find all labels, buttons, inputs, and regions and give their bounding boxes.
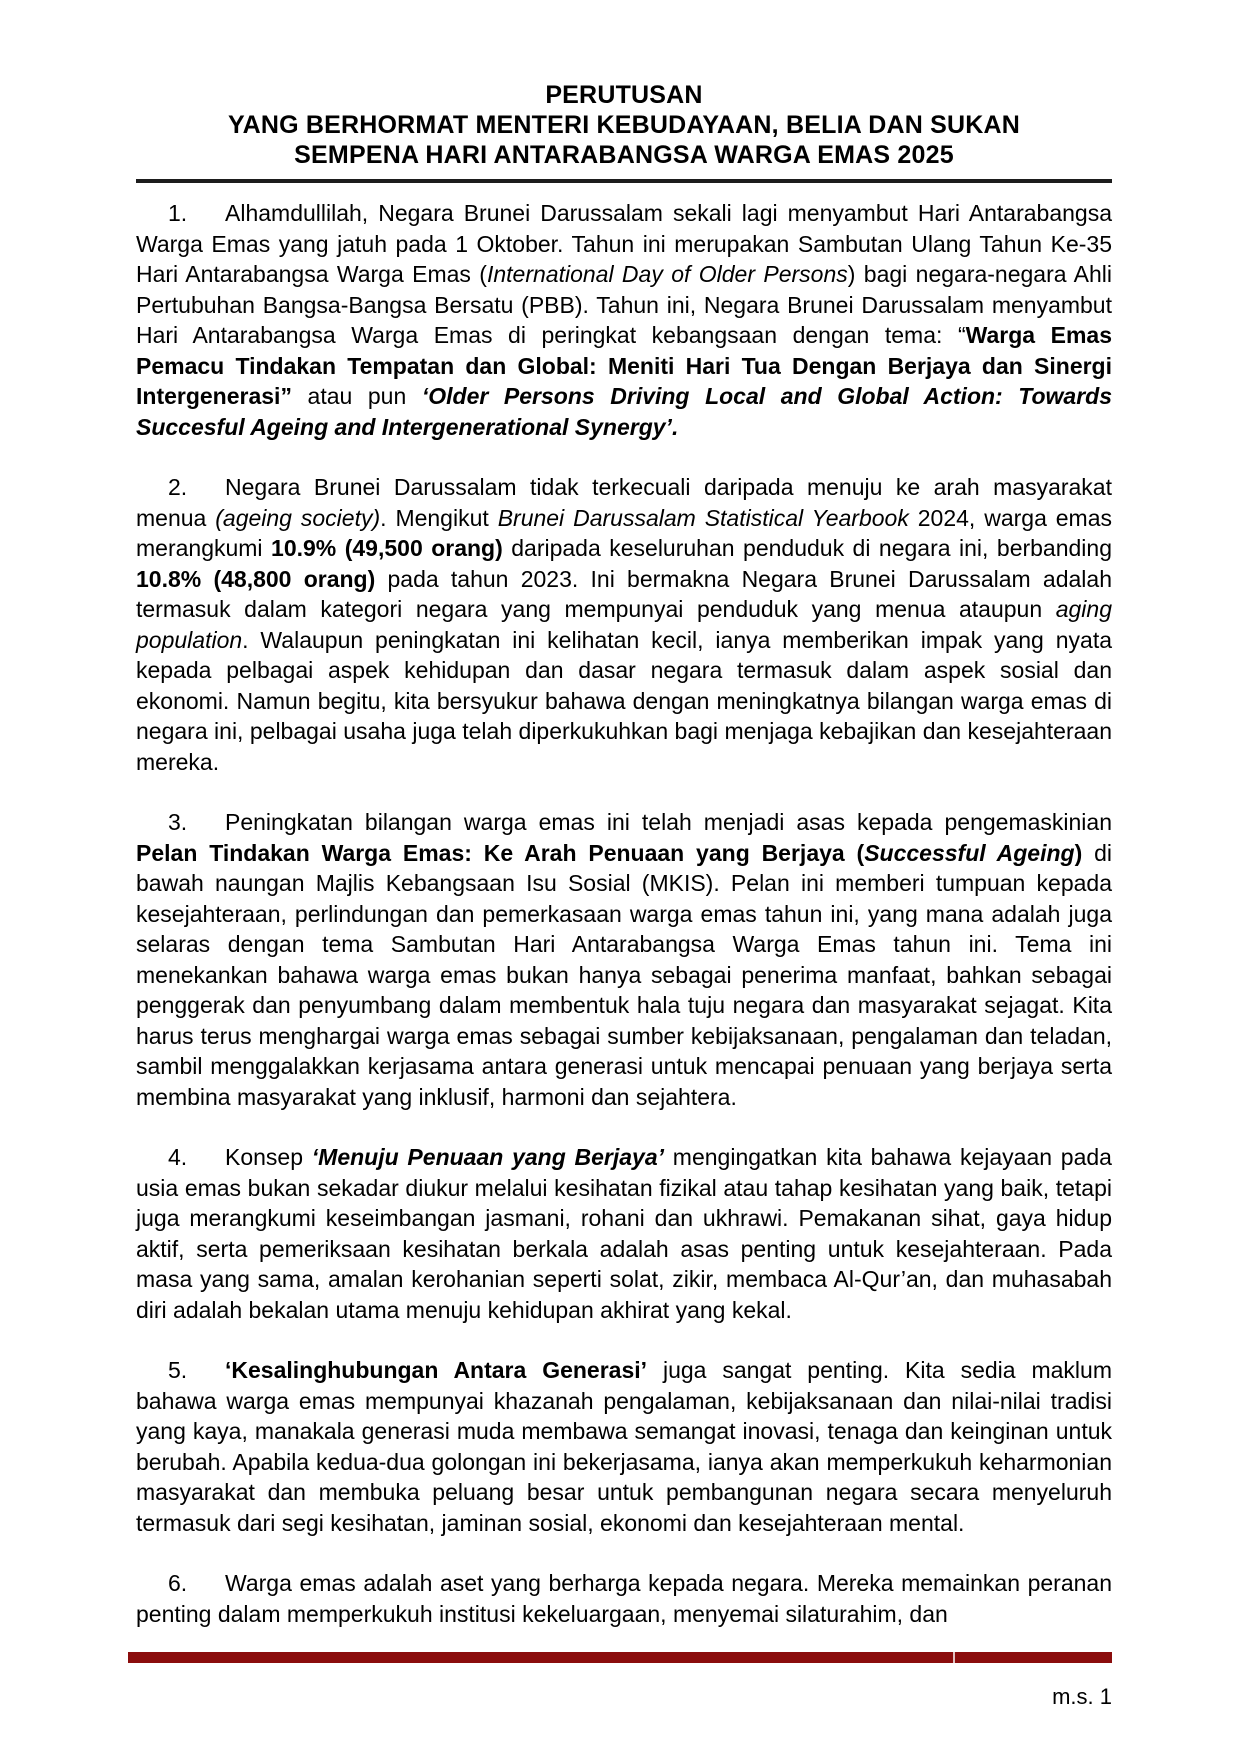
title-line-3: SEMPENA HARI ANTARABANGSA WARGA EMAS 2025 (294, 141, 954, 169)
paragraph-number: 3. (168, 809, 188, 835)
title-rule (136, 179, 1112, 183)
paragraph-text: Konsep ‘Menuju Penuaan yang Berjaya’ mengingatkan kita bahawa kejayaan pada usia emas bukan sekadar diukur melalui kesihatan fizikal atau tahap kesihatan yang baik, tetapi juga merangkumi keseimbangan jasmani, rohani dan ukhrawi. Pemakanan sihat, gaya hidup aktif, serta pemeriksaan kesihatan berkala adalah asas penting untuk kesejahteraan. Pada masa yang sama, amalan kerohanian seperti solat, zikir, membaca Al-Qur’an, dan muhasabah diri adalah bekalan utama menuju kehidupan akhirat yang kekal. (136, 1144, 1112, 1323)
title-line-1: PERUTUSAN (545, 81, 703, 109)
document-title (136, 80, 1112, 170)
paragraph-number: 5. (168, 1357, 188, 1383)
paragraph-3 (136, 807, 1112, 1112)
paragraph-1 (136, 198, 1112, 442)
paragraph-text: Peningkatan bilangan warga emas ini telah menjadi asas kepada pengemaskinian Pelan Tindakan Warga Emas: Ke Arah Penuaan yang Berjaya (Successful Ageing) di bawah naungan Majlis Kebangsaan Isu Sosial (MKIS). Pelan ini memberi tumpuan kepada kesejahteraan, perlindungan dan pemerkasaan warga emas tahun ini, yang mana adalah juga selaras dengan tema Sambutan Hari Antarabangsa Warga Emas tahun ini. Tema ini menekankan bahawa warga emas bukan hanya sebagai penerima manfaat, bahkan sebagai penggerak dan penyumbang dalam membentuk hala tuju negara dan masyarakat sejagat. Kita harus terus menghargai warga emas sebagai sumber kebijaksanaan, pengalaman dan teladan, sambil menggalakkan kerjasama antara generasi untuk mencapai penuaan yang berjaya serta membina masyarakat yang inklusif, harmoni dan sejahtera. (136, 809, 1112, 1110)
document-body (136, 198, 1112, 1629)
paragraph-5 (136, 1355, 1112, 1538)
paragraph-number: 1. (168, 200, 188, 226)
paragraph-text: Alhamdullilah, Negara Brunei Darussalam sekali lagi menyambut Hari Antarabangsa Warga Emas yang jatuh pada 1 Oktober. Tahun ini merupakan Sambutan Ulang Tahun Ke-35 Hari Antarabangsa Warga Emas (International Day of Older Persons) bagi negara-negara Ahli Pertubuhan Bangsa-Bangsa Bersatu (PBB). Tahun ini, Negara Brunei Darussalam menyambut Hari Antarabangsa Warga Emas di peringkat kebangsaan dengan tema: “Warga Emas Pemacu Tindakan Tempatan dan Global: Meniti Hari Tua Dengan Berjaya dan Sinergi Intergenerasi” atau pun ‘Older Persons Driving Local and Global Action: Towards Succesful Ageing and Intergenerational Synergy’. (136, 200, 1113, 440)
paragraph-number: 6. (168, 1570, 188, 1596)
paragraph-4 (136, 1142, 1112, 1325)
paragraph-6 (136, 1568, 1112, 1629)
paragraph-number: 4. (168, 1144, 188, 1170)
paragraph-text: Negara Brunei Darussalam tidak terkecuali daripada menuju ke arah masyarakat menua (ageing society). Mengikut Brunei Darussalam Statistical Yearbook 2024, warga emas merangkumi 10.9% (49,500 orang) daripada keseluruhan penduduk di negara ini, berbanding 10.8% (48,800 orang) pada tahun 2023. Ini bermakna Negara Brunei Darussalam adalah termasuk dalam kategori negara yang mempunyai penduduk yang menua ataupun aging population. Walaupun peningkatan ini kelihatan kecil, ianya memberikan impak yang nyata kepada pelbagai aspek kehidupan dan dasar negara termasuk dalam aspek sosial dan ekonomi. Namun begitu, kita bersyukur bahawa dengan meningkatnya bilangan warga emas di negara ini, pelbagai usaha juga telah diperkukuhkan bagi menjaga kebajikan dan kesejahteraan mereka. (136, 474, 1113, 775)
document-header (136, 80, 1112, 183)
footer-bar-seam (953, 1652, 955, 1663)
title-line-2: YANG BERHORMAT MENTERI KEBUDAYAAN, BELIA DAN SUKAN (227, 111, 1020, 139)
paragraph-2 (136, 472, 1112, 777)
paragraph-number: 2. (168, 474, 188, 500)
paragraph-text: ‘Kesalinghubungan Antara Generasi’ juga sangat penting. Kita sedia maklum bahawa warga emas mempunyai khazanah pengalaman, kebijaksanaan dan nilai-nilai tradisi yang kaya, manakala generasi muda membawa semangat inovasi, tenaga dan keinginan untuk berubah. Apabila kedua-dua golongan ini bekerjasama, ianya akan memperkukuh keharmonian masyarakat dan membuka peluang besar untuk pembangunan negara secara menyeluruh termasuk dari segi kesihatan, jaminan sosial, ekonomi dan kesejahteraan mental. (136, 1357, 1112, 1536)
paragraph-text: Warga emas adalah aset yang berharga kepada negara. Mereka memainkan peranan penting dalam memperkukuh institusi kekeluargaan, menyemai silaturahim, dan (136, 1570, 1112, 1627)
footer-bar (128, 1652, 1112, 1663)
page-number-label: m.s. 1 (1052, 1684, 1112, 1709)
